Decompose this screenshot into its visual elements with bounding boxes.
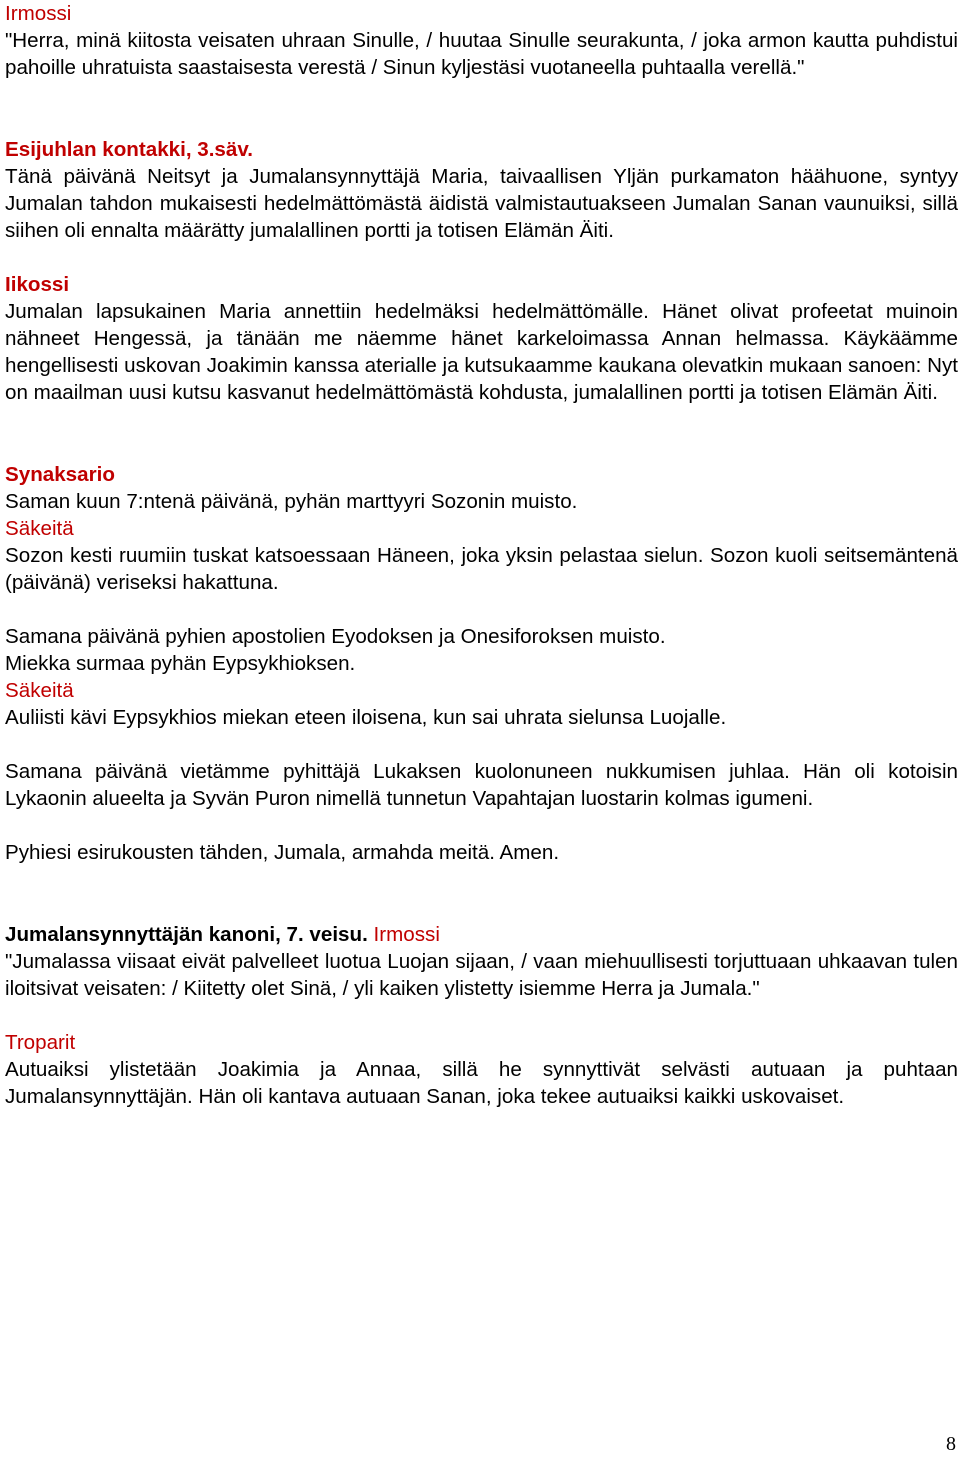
irmossi-label: Irmossi: [5, 2, 72, 25]
spacer: [5, 1002, 958, 1029]
troparit-label: Troparit: [5, 1031, 76, 1054]
page-number: 8: [946, 1433, 956, 1455]
spacer: [5, 596, 958, 623]
spacer: [5, 812, 958, 839]
spacer: [5, 866, 958, 921]
spacer: [5, 244, 958, 271]
iikossi-text: Jumalan lapsukainen Maria annettiin hedelmäksi hedelmättömälle. Hänet olivat profeetat muinoin nähneet Hengessä, ja tänään me näemme hänet karkeloimassa Annan helmassa. Käykäämme hengellisesti uskovan Joakimin kanssa aterialle ja kutsukaamme kaukana olevatkin mukaan sanoen: Nyt on maailman uusi kutsu kasvanut hedelmättömästä kohdusta, jumalallinen portti ja totisen Elämän Äiti.: [5, 300, 958, 404]
closing-prayer: Pyhiesi esirukousten tähden, Jumala, armahda meitä. Amen.: [5, 841, 560, 864]
document-page: [5, 0, 958, 1110]
synaksario-line-2: Samana päivänä pyhien apostolien Eyodoksen ja Onesiforoksen muisto.: [5, 625, 666, 648]
sakeita-text-1: Sozon kesti ruumiin tuskat katsoessaan Häneen, joka yksin pelastaa sielun. Sozon kuoli seitsemäntenä (päivänä) veriseksi hakattuna.: [5, 544, 958, 594]
sakeita-text-2: Auliisti kävi Eypsykhios miekan eteen iloisena, kun sai uhrata sielunsa Luojalle.: [5, 706, 727, 729]
kontakki-heading: Esijuhlan kontakki, 3.säv.: [5, 138, 253, 161]
iikossi-label: Iikossi: [5, 273, 70, 296]
sakeita-label-2: Säkeitä: [5, 679, 74, 702]
troparit-text: Autuaiksi ylistetään Joakimia ja Annaa, sillä he synnyttivät selvästi autuaan ja puhtaan Jumalansynnyttäjän. Hän oli kantava autuaan Sanan, joka tekee autuaiksi kaikki uskovaiset.: [5, 1058, 958, 1108]
irmossi-text: "Herra, minä kiitosta veisaten uhraan Sinulle, / huutaa Sinulle seurakunta, / joka armon kautta puhdistui pahoille uhratuista saastaisesta verestä / Sinun kyljestäsi vuotaneella puhtaalla verellä.": [5, 29, 958, 79]
synaksario-line-1: Saman kuun 7:ntenä päivänä, pyhän marttyyri Sozonin muisto.: [5, 490, 578, 513]
kontakki-text: Tänä päivänä Neitsyt ja Jumalansynnyttäjä Maria, taivaallisen Yljän purkamaton häähuone, syntyy Jumalan tahdon mukaisesti hedelmättömästä äidistä valmistautuakseen Jumalan Sanan vaunuiksi, sillä siihen oli ennalta määrätty jumalallinen portti ja totisen Elämän Äiti.: [5, 165, 958, 242]
kanoni-heading: Jumalansynnyttäjän kanoni, 7. veisu.: [5, 923, 368, 946]
synaksario-text-3: Samana päivänä vietämme pyhittäjä Lukaksen kuolonuneen nukkumisen juhlaa. Hän oli kotoisin Lykaonin alueelta ja Syvän Puron nimellä tunnetun Vapahtajan luostarin kolmas igumeni.: [5, 760, 958, 810]
spacer: [5, 731, 958, 758]
spacer: [5, 406, 958, 461]
sakeita-label-1: Säkeitä: [5, 517, 74, 540]
synaksario-line-3: Miekka surmaa pyhän Eypsykhioksen.: [5, 652, 356, 675]
spacer: [5, 81, 958, 136]
kanoni-irmossi-label: Irmossi: [373, 923, 440, 946]
kanoni-irmossi-text: "Jumalassa viisaat eivät palvelleet luotua Luojan sijaan, / vaan miehuullisesti torjuttuaan uhkaavan tulen iloitsivat veisaten: / Kiitetty olet Sinä, / yli kaiken ylistetty isiemme Herra ja Jumala.": [5, 950, 958, 1000]
kanoni-heading-line: [5, 921, 958, 948]
synaksario-heading: Synaksario: [5, 463, 115, 486]
